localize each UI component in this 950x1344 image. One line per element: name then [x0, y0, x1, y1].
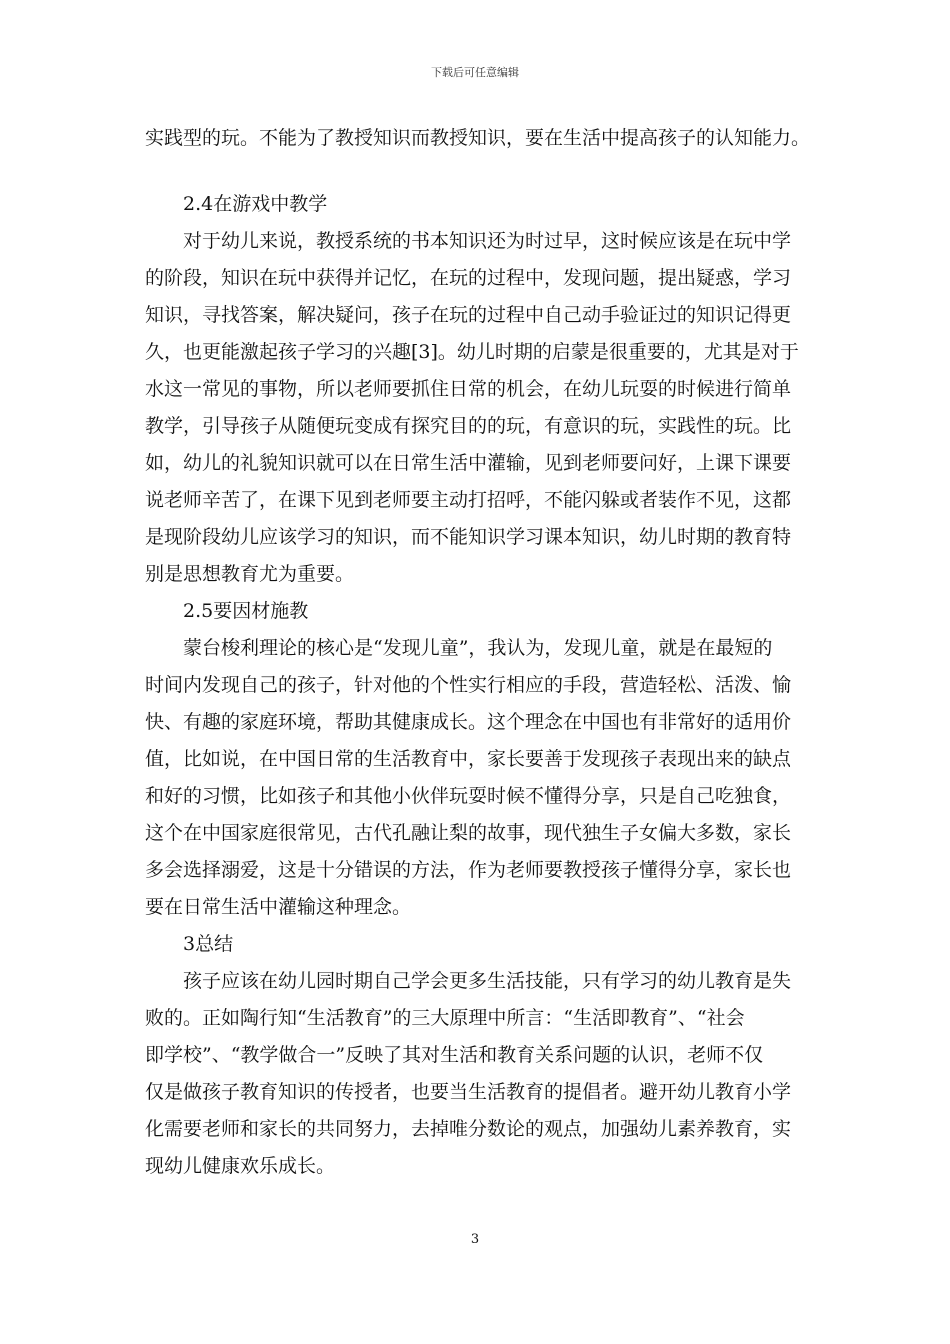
text-line: 水这一常见的事物，所以老师要抓住日常的机会，在幼儿玩耍的时候进行简单: [145, 378, 792, 400]
text-line: 败的。正如陶行知“生活教育”的三大原理中所言：“生活即教育”、“社会: [145, 1007, 745, 1029]
text-line: 如，幼儿的礼貌知识就可以在日常生活中灌输，见到老师要问好，上课下课要: [145, 452, 792, 474]
text-line: 别是思想教育尤为重要。: [145, 563, 355, 585]
text-line: 说老师辛苦了，在课下见到老师要主动打招呼，不能闪躲或者装作不见，这都: [145, 489, 792, 511]
text-line: 值，比如说，在中国日常的生活教育中，家长要善于发现孩子表现出来的缺点: [145, 748, 792, 770]
text-line: 的阶段，知识在玩中获得并记忆，在玩的过程中，发现问题，提出疑惑，学习: [145, 267, 792, 289]
text-line: 久，也更能激起孩子学习的兴趣[3]。幼儿时期的启蒙是很重要的，尤其是对于: [145, 341, 799, 363]
section-heading-2-5: 2.5要因材施教: [183, 600, 309, 622]
text-line: 时间内发现自己的孩子，针对他的个性实行相应的手段，营造轻松、活泼、愉: [145, 674, 792, 696]
text-line: 对于幼儿来说，教授系统的书本知识还为时过早，这时候应该是在玩中学: [183, 230, 792, 252]
text-line: 仅是做孩子教育知识的传授者，也要当生活教育的提倡者。避开幼儿教育小学: [145, 1081, 792, 1103]
document-body: [145, 120, 817, 1185]
text-line: 知识，寻找答案，解决疑问，孩子在玩的过程中自己动手验证过的知识记得更: [145, 304, 792, 326]
section-heading-3: 3总结: [183, 933, 234, 955]
section-paragraph-2-4: [145, 223, 817, 593]
text-line: 快、有趣的家庭环境，帮助其健康成长。这个理念在中国也有非常好的适用价: [145, 711, 792, 733]
text-line: 和好的习惯，比如孩子和其他小伙伴玩耍时候不懂得分享，只是自己吃独食，: [145, 785, 792, 807]
section-paragraph-3: [145, 963, 817, 1185]
text-line: 多会选择溺爱，这是十分错误的方法，作为老师要教授孩子懂得分享，家长也: [145, 859, 792, 881]
text-line: 实践型的玩。不能为了教授知识而教授知识，要在生活中提高孩子的认知能力。: [145, 127, 811, 149]
text-line: 要在日常生活中灌输这种理念。: [145, 896, 412, 918]
text-line: 孩子应该在幼儿园时期自己学会更多生活技能，只有学习的幼儿教育是失: [183, 970, 792, 992]
page-header: 下载后可任意编辑: [431, 66, 519, 79]
page-number: 3: [470, 1232, 480, 1247]
opening-line: [145, 120, 817, 157]
text-line: 这个在中国家庭很常见，古代孔融让梨的故事，现代独生子女偏大多数，家长: [145, 822, 792, 844]
text-line: 是现阶段幼儿应该学习的知识，而不能知识学习课本知识，幼儿时期的教育特: [145, 526, 792, 548]
text-line: 化需要老师和家长的共同努力，去掉唯分数论的观点，加强幼儿素养教育，实: [145, 1118, 792, 1140]
text-line: 蒙台梭利理论的核心是“发现儿童”，我认为，发现儿童，就是在最短的: [183, 637, 773, 659]
paragraph-gap: [145, 157, 817, 186]
text-line: 教学，引导孩子从随便玩变成有探究目的的玩，有意识的玩，实践性的玩。比: [145, 415, 792, 437]
text-line: 即学校”、“教学做合一”反映了其对生活和教育关系问题的认识，老师不仅: [145, 1044, 764, 1066]
text-line: 现幼儿健康欢乐成长。: [145, 1155, 336, 1177]
section-heading-2-4: 2.4在游戏中教学: [183, 193, 328, 215]
section-paragraph-2-5: [145, 630, 817, 926]
